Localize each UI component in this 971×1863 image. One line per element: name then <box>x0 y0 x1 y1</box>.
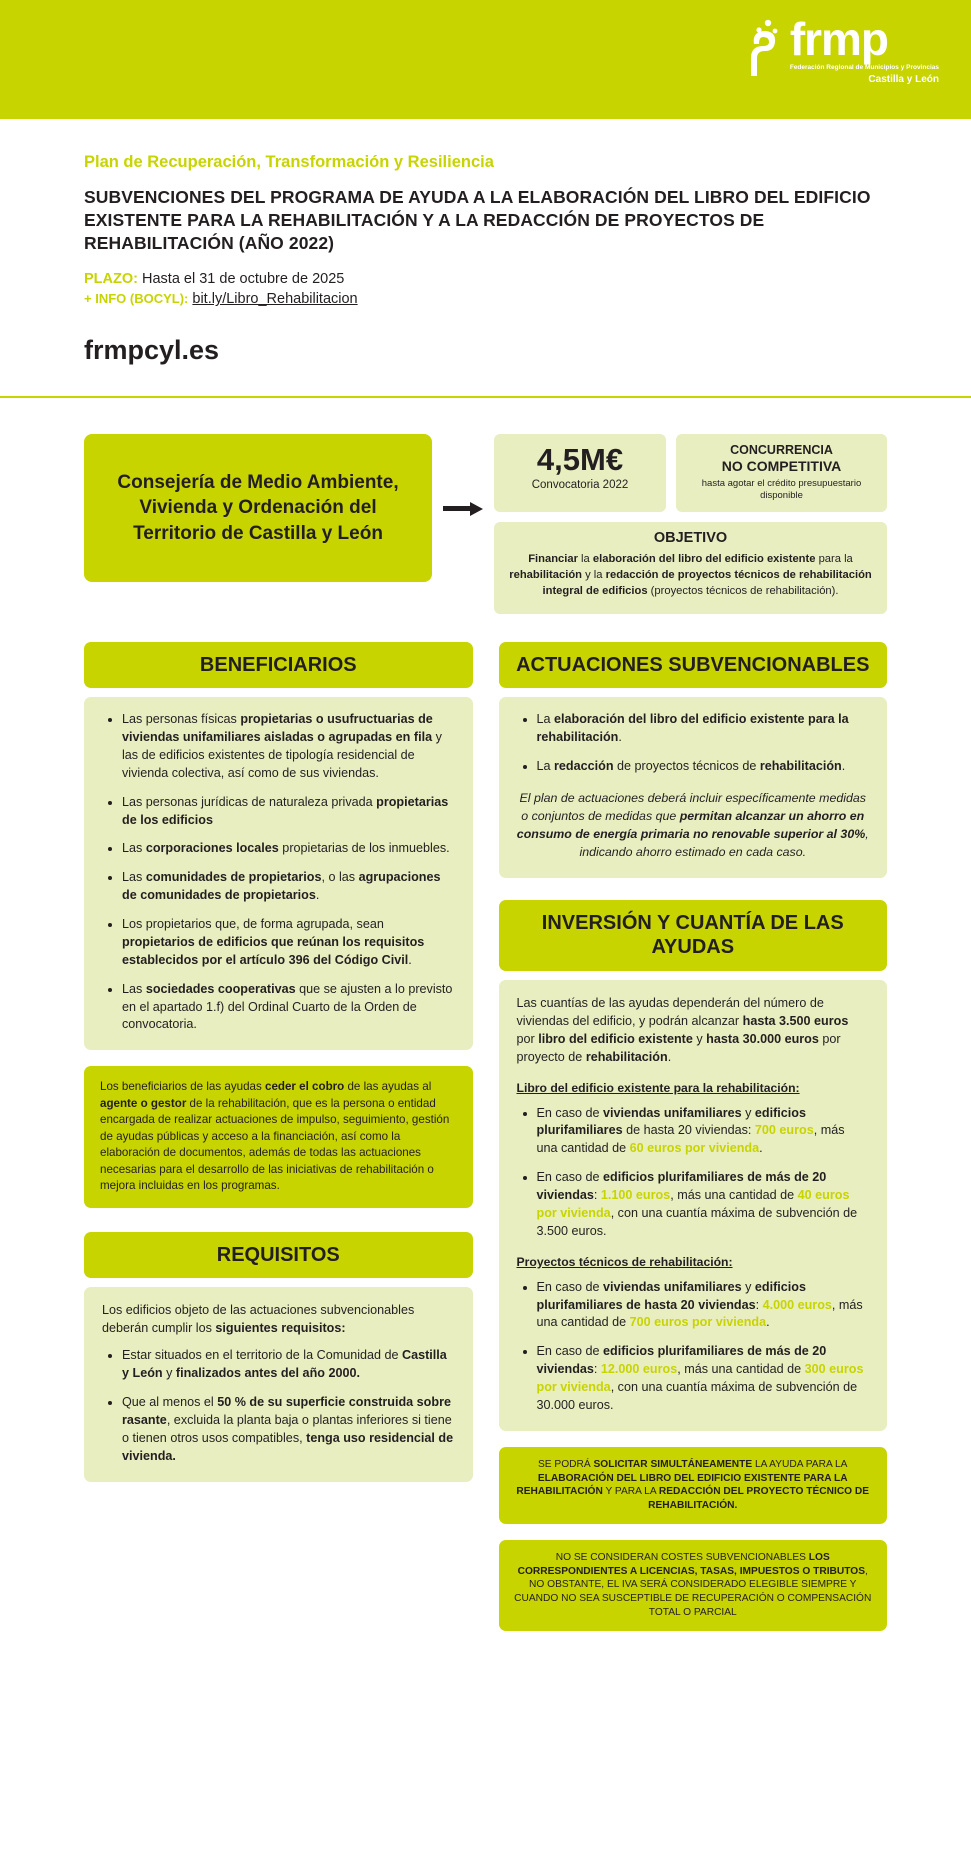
investment-title: INVERSIÓN Y CUANTÍA DE LAS AYUDAS <box>499 900 888 971</box>
investment-intro: Las cuantías de las ayudas dependerán del número de viviendas del edificio, y podrán alcanzar hasta 3.500 euros por libro del edificio existente y hasta 30.000 euros por proyecto de rehabilitación. <box>516 995 849 1065</box>
logo-wordmark <box>789 13 939 85</box>
left-column <box>84 642 473 1482</box>
logo-name: frmp <box>789 13 889 65</box>
investment-note-1: SE PODRÁ SOLICITAR SIMULTÁNEAMENTE LA AYUDA PARA LA ELABORACIÓN DEL LIBRO DEL EDIFICIO EXISTENTE PARA LA REHABILITACIÓN Y PARA LA REDACCIÓN DEL PROYECTO TÉCNICO DE REHABILITACIÓN. <box>499 1447 888 1524</box>
list-item: • En caso de edificios plurifamiliares de más de 20 viviendas: 12.000 euros, más una cantidad de 300 euros por vivienda, con una cuantía máxima de subvención de 30.000 euros. <box>537 1343 870 1415</box>
requirements-intro: Los edificios objeto de las actuaciones subvencionables deberán cumplir los siguientes requisitos: <box>102 1302 415 1336</box>
budget-box <box>494 434 666 512</box>
deadline-value: Hasta el 31 de octubre de 2025 <box>142 271 345 288</box>
concurrence-line2: NO COMPETITIVA <box>721 458 842 475</box>
info-label: + INFO (BOCYL): <box>84 291 189 307</box>
page-title: SUBVENCIONES DEL PROGRAMA DE AYUDA A LA ELABORACIÓN DEL LIBRO DEL EDIFICIO EXISTENTE PARA LA REHABILITACIÓN Y A LA REDACCIÓN DE PROYECTOS DE REHABILITACIÓN (AÑO 2022) <box>84 187 871 254</box>
logo-subtitle: Federación Regional de Municipios y Provincias <box>789 63 939 71</box>
beneficiaries-note: Los beneficiarios de las ayudas ceder el cobro de las ayudas al agente o gestor de la rehabilitación, que es la persona o entidad encargada de realizar actuaciones de impulso, seguimiento, gestión de ayudas públicas y acceso a la financiación, así como la elaboración de documentos, además de todas las actuaciones necesarias para el desarrollo de las iniciativas de rehabilitación o mejora incluidas en los programas. <box>84 1066 473 1207</box>
deadline-label: PLAZO: <box>84 271 138 288</box>
arrow-wrap <box>432 434 494 582</box>
list-item: • Estar situados en el territorio de la Comunidad de Castilla y León y finalizados antes del año 2000. <box>122 1347 455 1383</box>
logo-dots-icon <box>748 18 782 80</box>
investment-note-2: NO SE CONSIDERAN COSTES SUBVENCIONABLES LOS CORRESPONDIENTES A LICENCIAS, TASAS, IMPUESTOS O TRIBUTOS, NO OBSTANTE, EL IVA SERÁ CONSIDERADO ELEGIBLE SIEMPRE Y CUANDO NO SEA SUSCEPTIBLE DE RECUPERACIÓN O COMPENSACIÓN TOTAL O PARCIAL <box>499 1540 888 1631</box>
actions-note: El plan de actuaciones deberá incluir específicamente medidas o conjuntos de medidas que permitan alcanzar un ahorro en consumo de energía primaria no renovable superior al 30%, indicando ahorro estimado en cada caso. <box>516 790 869 859</box>
frmp-logo <box>748 13 939 85</box>
actions-title: ACTUACIONES SUBVENCIONABLES <box>499 642 888 688</box>
list-item: • Los propietarios que, de forma agrupada, sean propietarios de edificios que reúnan los requisitos establecidos por el artículo 396 del Código Civil. <box>122 916 455 970</box>
arrow-right-icon <box>443 502 483 514</box>
concurrence-line1: CONCURRENCIA <box>730 443 833 458</box>
list-item: • En caso de viviendas unifamiliares y edificios plurifamiliares de hasta 20 viviendas: 700 euros, más una cantidad de 60 euros por vivienda. <box>537 1105 870 1159</box>
budget-value: 4,5M€ <box>536 442 624 478</box>
investment-list-1 <box>517 1105 870 1241</box>
objective-text: Financiar la elaboración del libro del edificio existente para la rehabilitación y la redacción de proyectos técnicos de rehabilitación integral de edificios (proyectos técnicos de rehabilitación). <box>509 553 872 597</box>
bocyl-link[interactable]: bit.ly/Libro_Rehabilitacion <box>192 291 358 308</box>
investment-list-2 <box>517 1279 870 1415</box>
beneficiaries-panel <box>84 697 473 1050</box>
logo-region: Castilla y León <box>868 73 939 85</box>
requirements-list <box>102 1347 455 1465</box>
info-line <box>84 291 887 307</box>
concurrence-box <box>676 434 887 512</box>
actions-panel <box>499 697 888 878</box>
budget-caption: Convocatoria 2022 <box>531 478 629 491</box>
amount-row <box>494 434 887 512</box>
plan-kicker: Plan de Recuperación, Transformación y Resiliencia <box>84 153 494 171</box>
requirements-title: REQUISITOS <box>84 1232 473 1278</box>
actions-list <box>517 711 870 776</box>
content-area <box>0 434 971 1660</box>
list-item: • La elaboración del libro del edificio existente para la rehabilitación. <box>537 711 870 747</box>
organism-name: Consejería de Medio Ambiente, Vivienda y Ordenación del Territorio de Castilla y León <box>117 471 399 545</box>
top-right-column <box>494 434 887 614</box>
objective-title: OBJETIVO <box>653 530 728 547</box>
investment-sub1: Libro del edificio existente para la rehabilitación: <box>516 1080 800 1095</box>
concurrence-line3: hasta agotar el crédito presupuestario disponible <box>701 478 862 502</box>
list-item: • Que al menos el 50 % de su superficie construida sobre rasante, excluida la planta baja o plantas inferiores si tiene o tienen otros usos compatibles, tenga uso residencial de vivienda. <box>122 1394 455 1466</box>
beneficiaries-title: BENEFICIARIOS <box>84 642 473 688</box>
list-item: • Las sociedades cooperativas que se ajusten a lo previsto en el apartado 1.f) del Ordinal Cuarto de la Orden de convocatoria. <box>122 981 455 1035</box>
list-item: • La redacción de proyectos técnicos de rehabilitación. <box>537 758 870 776</box>
beneficiaries-list <box>102 711 455 1034</box>
deadline-line <box>84 271 887 287</box>
right-column <box>499 642 888 1631</box>
objective-box <box>494 522 887 614</box>
list-item: • En caso de edificios plurifamiliares de más de 20 viviendas: 1.100 euros, más una cantidad de 40 euros por vivienda, con una cuantía máxima de subvención de 3.500 euros. <box>537 1169 870 1241</box>
investment-sub2: Proyectos técnicos de rehabilitación: <box>516 1254 733 1269</box>
list-item: • Las corporaciones locales propietarias de los inmuebles. <box>122 840 455 858</box>
list-item: • En caso de viviendas unifamiliares y edificios plurifamiliares de hasta 20 viviendas: 4.000 euros, más una cantidad de 700 euros por vivienda. <box>537 1279 870 1333</box>
list-item: • Las personas físicas propietarias o usufructuarias de viviendas unifamiliares aisladas o agrupadas en fila y las de edificios existentes de tipología residencial de vivienda colectiva, así como de sus viviendas. <box>122 711 455 783</box>
main-columns <box>84 642 887 1631</box>
top-row <box>84 434 887 614</box>
list-item: • Las comunidades de propietarios, o las agrupaciones de comunidades de propietarios. <box>122 869 455 905</box>
divider <box>0 396 971 398</box>
investment-panel <box>499 980 888 1431</box>
list-item: • Las personas jurídicas de naturaleza privada propietarias de los edificios <box>122 794 455 830</box>
requirements-panel <box>84 1287 473 1482</box>
header-bar <box>0 0 971 119</box>
intro-section <box>0 119 971 366</box>
organism-box <box>84 434 432 582</box>
brand-url: frmpcyl.es <box>84 335 220 366</box>
